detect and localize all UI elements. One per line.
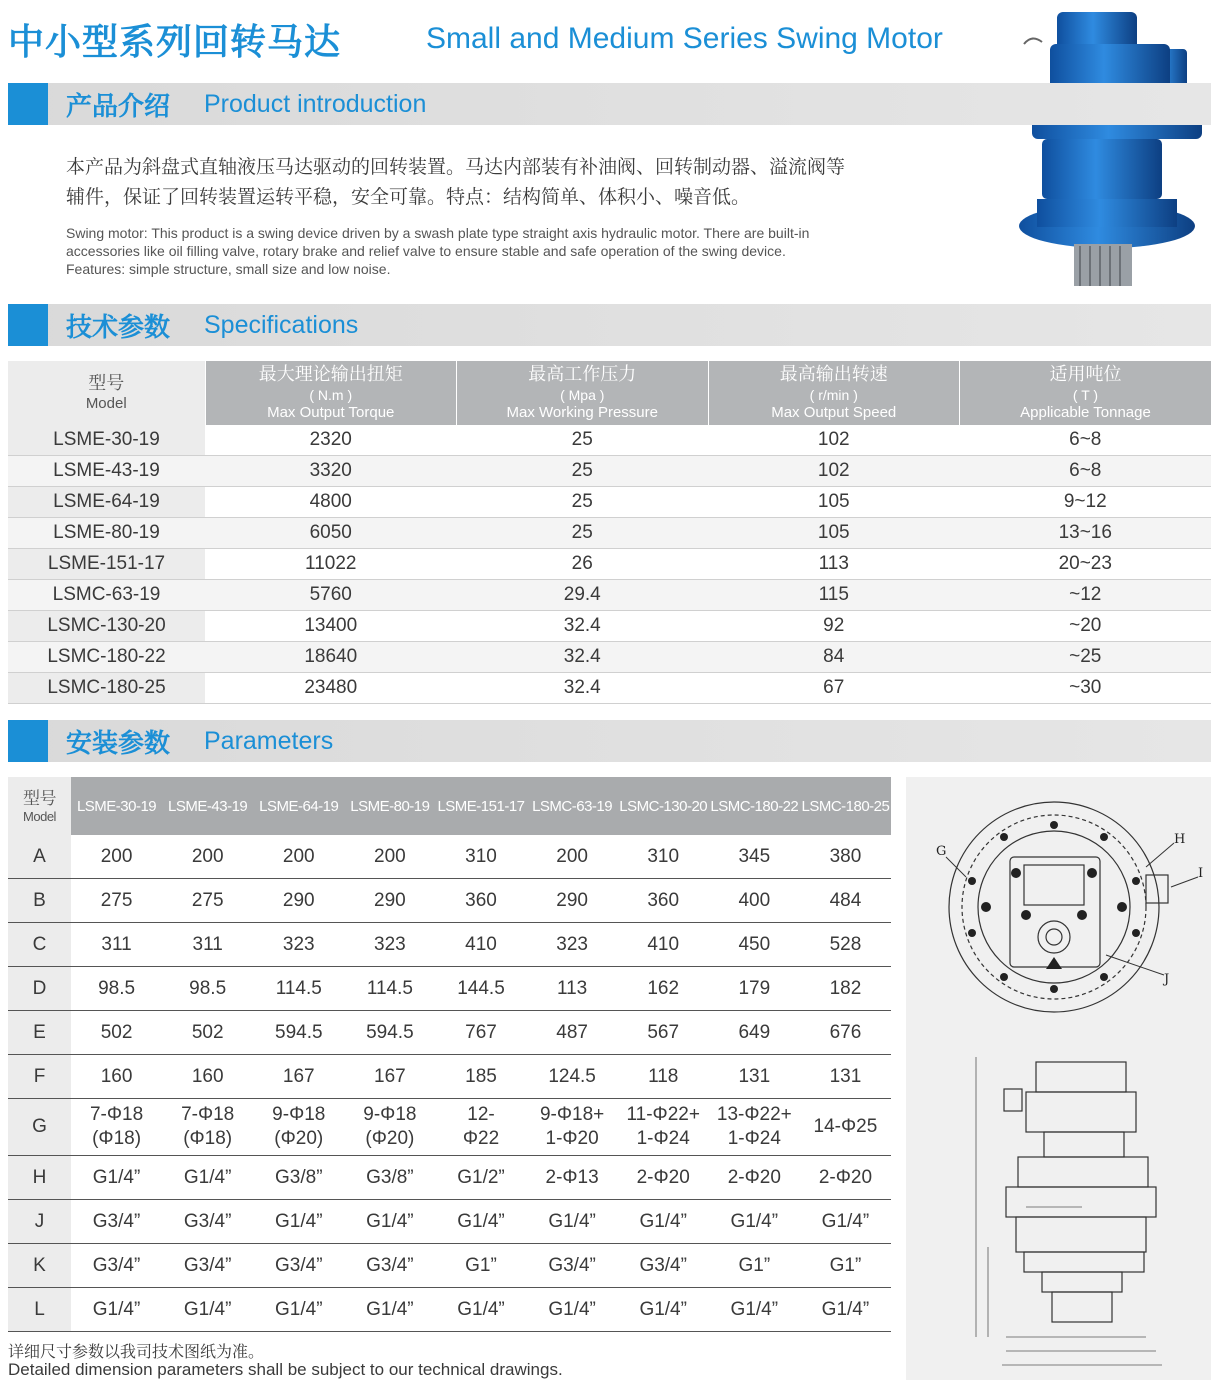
param-value-line: 12-	[467, 1104, 495, 1125]
param-value: G1/4”	[800, 1288, 891, 1332]
value-cell: 32.4	[457, 673, 709, 704]
spec-row	[8, 487, 1211, 518]
value-cell: ~25	[960, 642, 1212, 673]
intro-en-line: Swing motor: This product is a swing device driven by a swash plate type straight axis hydraulic motor. There are built-in	[66, 225, 810, 241]
param-value: G1”	[435, 1244, 526, 1288]
param-value	[253, 1099, 344, 1156]
param-value-line: 1-Φ24	[636, 1128, 690, 1149]
param-value-line: 1-Φ24	[727, 1128, 781, 1149]
spec-row	[8, 456, 1211, 487]
param-value: 310	[618, 835, 709, 879]
param-value-line: (Φ20)	[365, 1128, 415, 1149]
spec-header-cell	[205, 361, 457, 425]
param-table	[8, 777, 891, 1332]
value-cell: 9~12	[960, 487, 1212, 518]
value-cell: 6~8	[960, 456, 1212, 487]
value-cell: 113	[708, 549, 960, 580]
intro-cn-line: 辅件，保证了回转装置运转平稳，安全可靠。特点：结构简单、体积小、噪音低。	[66, 186, 751, 208]
param-row	[8, 967, 891, 1011]
value-cell: 25	[457, 487, 709, 518]
section-title-en: Parameters	[204, 727, 334, 755]
param-value: 160	[71, 1055, 162, 1099]
param-header-cell: LSME-30-19	[71, 777, 162, 835]
note-cn: 详细尺寸参数以我司技术图纸为准。	[8, 1342, 265, 1361]
param-value: 275	[71, 879, 162, 923]
param-label: G	[8, 1099, 71, 1156]
param-header-cell: LSME-80-19	[344, 777, 435, 835]
swing-motor-image	[1012, 4, 1212, 294]
param-row	[8, 1288, 891, 1332]
param-value	[800, 1099, 891, 1156]
param-value: 380	[800, 835, 891, 879]
spec-row	[8, 642, 1211, 673]
model-cell: LSMC-63-19	[8, 580, 205, 611]
section-accent	[8, 304, 48, 346]
param-value: G3/4”	[71, 1244, 162, 1288]
param-value: G1/4”	[527, 1200, 618, 1244]
spec-row	[8, 549, 1211, 580]
param-value: G1/4”	[162, 1288, 253, 1332]
param-value: 160	[162, 1055, 253, 1099]
value-cell: 84	[708, 642, 960, 673]
param-value: 2-Φ20	[800, 1156, 891, 1200]
model-cell: LSME-30-19	[8, 425, 205, 456]
note-en: Detailed dimension parameters shall be subject to our technical drawings.	[8, 1360, 563, 1379]
param-row	[8, 923, 891, 967]
param-value-line: (Φ20)	[274, 1128, 324, 1149]
value-cell: 102	[708, 456, 960, 487]
param-value	[162, 1099, 253, 1156]
param-header-model	[8, 777, 71, 835]
value-cell: 32.4	[457, 611, 709, 642]
section-header-intro	[8, 83, 1211, 125]
param-value: 290	[253, 879, 344, 923]
param-value: 131	[709, 1055, 800, 1099]
param-value: 200	[253, 835, 344, 879]
param-value: 98.5	[162, 967, 253, 1011]
param-value-line: (Φ18)	[92, 1128, 142, 1149]
param-value: G1/4”	[71, 1156, 162, 1200]
param-label: B	[8, 879, 71, 923]
param-header-cell: LSMC-180-25	[800, 777, 891, 835]
param-value: 323	[344, 923, 435, 967]
header-en: Max Working Pressure	[506, 404, 658, 421]
section-header-params	[8, 720, 1211, 762]
param-header-cell: LSMC-130-20	[618, 777, 709, 835]
param-value	[527, 1099, 618, 1156]
value-cell: 25	[457, 456, 709, 487]
value-cell: 6050	[205, 518, 457, 549]
page-title-cn: 中小型系列回转马达	[8, 22, 342, 63]
param-value: 360	[435, 879, 526, 923]
param-value: G1/4”	[618, 1288, 709, 1332]
param-value: G3/4”	[71, 1200, 162, 1244]
value-cell: 13~16	[960, 518, 1212, 549]
param-value: 2-Φ20	[618, 1156, 709, 1200]
param-value: 114.5	[344, 967, 435, 1011]
value-cell: 25	[457, 518, 709, 549]
header-cn: 适用吨位	[1049, 364, 1122, 385]
spec-header-cell	[960, 361, 1212, 425]
param-value-line: 11-Φ22+	[626, 1104, 700, 1125]
param-value: G3/4”	[344, 1244, 435, 1288]
value-cell: 23480	[205, 673, 457, 704]
value-cell: 32.4	[457, 642, 709, 673]
param-value: 162	[618, 967, 709, 1011]
param-row	[8, 879, 891, 923]
param-value-line: 9-Φ18	[363, 1104, 417, 1125]
intro-cn-line: 本产品为斜盘式直轴液压马达驱动的回转装置。马达内部装有补油阀、回转制动器、溢流阀等	[66, 156, 846, 178]
param-value-line: 14-Φ25	[813, 1116, 878, 1137]
param-value: G3/4”	[618, 1244, 709, 1288]
param-value: 290	[344, 879, 435, 923]
value-cell: ~30	[960, 673, 1212, 704]
spec-row	[8, 611, 1211, 642]
param-value: G1”	[800, 1244, 891, 1288]
param-value: G1/4”	[709, 1200, 800, 1244]
param-value: 118	[618, 1055, 709, 1099]
param-value: G1/4”	[344, 1288, 435, 1332]
param-row	[8, 1244, 891, 1288]
param-value: 167	[344, 1055, 435, 1099]
param-value: 502	[71, 1011, 162, 1055]
value-cell: 11022	[205, 549, 457, 580]
param-row	[8, 835, 891, 879]
value-cell: 20~23	[960, 549, 1212, 580]
param-value: 200	[71, 835, 162, 879]
section-title-en: Specifications	[204, 311, 359, 339]
param-value: G1/4”	[435, 1200, 526, 1244]
drawing-label-g: G	[936, 844, 947, 859]
param-row	[8, 1011, 891, 1055]
drawing-label-i: I	[1198, 866, 1204, 881]
param-value: 594.5	[253, 1011, 344, 1055]
param-value: 400	[709, 879, 800, 923]
value-cell: 13400	[205, 611, 457, 642]
param-label: K	[8, 1244, 71, 1288]
param-header-cell: LSME-43-19	[162, 777, 253, 835]
header-en: Model	[23, 808, 56, 824]
value-cell: 4800	[205, 487, 457, 518]
header-cn: 型号	[88, 373, 125, 394]
param-value: G1/4”	[344, 1200, 435, 1244]
param-value: 124.5	[527, 1055, 618, 1099]
param-label: C	[8, 923, 71, 967]
intro-text-en	[66, 224, 996, 278]
param-value: 167	[253, 1055, 344, 1099]
param-value: 484	[800, 879, 891, 923]
header-en: Max Output Speed	[771, 404, 897, 421]
param-label: D	[8, 967, 71, 1011]
param-value: 450	[709, 923, 800, 967]
section-title-en: Product introduction	[204, 90, 427, 118]
value-cell: ~12	[960, 580, 1212, 611]
param-value: 200	[344, 835, 435, 879]
technical-drawing-panel	[906, 777, 1211, 1380]
value-cell: 18640	[205, 642, 457, 673]
param-value: 649	[709, 1011, 800, 1055]
param-label: F	[8, 1055, 71, 1099]
param-value: 200	[162, 835, 253, 879]
spec-table	[8, 361, 1211, 704]
param-row	[8, 1099, 891, 1156]
drawing-label-h: H	[1174, 832, 1186, 847]
param-value: 410	[435, 923, 526, 967]
param-header-cell: LSMC-63-19	[527, 777, 618, 835]
param-value: 113	[527, 967, 618, 1011]
param-value: 290	[527, 879, 618, 923]
page-title-en: Small and Medium Series Swing Motor	[426, 22, 943, 55]
param-value: 487	[527, 1011, 618, 1055]
param-value-line: 13-Φ22+	[716, 1104, 792, 1125]
section-title-cn: 安装参数	[66, 729, 171, 759]
param-value	[618, 1099, 709, 1156]
spec-header-cell	[708, 361, 960, 425]
param-value: G1/4”	[253, 1288, 344, 1332]
param-value: G1/4”	[709, 1288, 800, 1332]
value-cell: 5760	[205, 580, 457, 611]
param-value	[435, 1099, 526, 1156]
intro-en-line: accessories like oil filling valve, rotary brake and relief valve to ensure stable and safe operation of the swing device.	[66, 243, 786, 259]
value-cell: 6~8	[960, 425, 1212, 456]
header-cn: 型号	[23, 788, 56, 808]
section-title-cn: 产品介绍	[66, 92, 171, 122]
param-value: G3/4”	[162, 1200, 253, 1244]
param-value: 114.5	[253, 967, 344, 1011]
param-value-line: Φ22	[462, 1128, 500, 1149]
param-value: 360	[618, 879, 709, 923]
param-value: 179	[709, 967, 800, 1011]
param-row	[8, 1200, 891, 1244]
param-label: J	[8, 1200, 71, 1244]
param-value-line: (Φ18)	[183, 1128, 233, 1149]
section-header-specs	[8, 304, 1211, 346]
spec-header-cell	[457, 361, 709, 425]
header-en: Model	[85, 395, 127, 412]
param-value: G3/4”	[253, 1244, 344, 1288]
param-value: 185	[435, 1055, 526, 1099]
header-en: Applicable Tonnage	[1020, 404, 1151, 421]
param-value: 311	[162, 923, 253, 967]
param-value: G3/4”	[162, 1244, 253, 1288]
param-value: 2-Φ13	[527, 1156, 618, 1200]
value-cell: 25	[457, 425, 709, 456]
param-value: 182	[800, 967, 891, 1011]
header-unit: ( N.m )	[309, 387, 353, 403]
param-value: G1/4”	[162, 1156, 253, 1200]
value-cell: 26	[457, 549, 709, 580]
param-value: 345	[709, 835, 800, 879]
param-value-line: 7-Φ18	[181, 1104, 235, 1125]
param-value-line: 7-Φ18	[89, 1104, 144, 1125]
intro-en-line: Features: simple structure, small size and low noise.	[66, 261, 391, 277]
spec-row	[8, 580, 1211, 611]
param-value: G3/4”	[527, 1244, 618, 1288]
param-value: 144.5	[435, 967, 526, 1011]
param-value: 594.5	[344, 1011, 435, 1055]
model-cell: LSME-64-19	[8, 487, 205, 518]
param-value	[344, 1099, 435, 1156]
value-cell: 105	[708, 487, 960, 518]
param-label: H	[8, 1156, 71, 1200]
header-cn: 最高输出转速	[779, 364, 888, 385]
param-value: 98.5	[71, 967, 162, 1011]
value-cell: 3320	[205, 456, 457, 487]
param-value: 310	[435, 835, 526, 879]
section-accent	[8, 83, 48, 125]
value-cell: ~20	[960, 611, 1212, 642]
model-cell: LSME-43-19	[8, 456, 205, 487]
param-value: 410	[618, 923, 709, 967]
param-value: G1”	[709, 1244, 800, 1288]
model-cell: LSME-151-17	[8, 549, 205, 580]
value-cell: 105	[708, 518, 960, 549]
header-unit: ( Mpa )	[560, 387, 605, 403]
technical-drawing	[906, 777, 1211, 1380]
param-row	[8, 1156, 891, 1200]
value-cell: 102	[708, 425, 960, 456]
spec-row	[8, 518, 1211, 549]
model-cell: LSMC-130-20	[8, 611, 205, 642]
param-value: 676	[800, 1011, 891, 1055]
spec-header-model	[8, 361, 205, 425]
param-value	[71, 1099, 162, 1156]
param-value: G1/4”	[435, 1288, 526, 1332]
param-value: 311	[71, 923, 162, 967]
header-unit: ( T )	[1072, 387, 1099, 403]
model-cell: LSMC-180-25	[8, 673, 205, 704]
param-value-line: 1-Φ20	[545, 1128, 599, 1149]
param-header-cell: LSME-151-17	[435, 777, 526, 835]
model-cell: LSMC-180-22	[8, 642, 205, 673]
param-header-cell: LSMC-180-22	[709, 777, 800, 835]
param-value	[709, 1099, 800, 1156]
param-label: E	[8, 1011, 71, 1055]
param-value: G1/4”	[527, 1288, 618, 1332]
param-value: 131	[800, 1055, 891, 1099]
value-cell: 67	[708, 673, 960, 704]
section-accent	[8, 720, 48, 762]
param-value: 767	[435, 1011, 526, 1055]
value-cell: 2320	[205, 425, 457, 456]
param-value: G3/8”	[344, 1156, 435, 1200]
param-value: G1/4”	[800, 1200, 891, 1244]
param-value: G3/8”	[253, 1156, 344, 1200]
param-value: 200	[527, 835, 618, 879]
param-value: 323	[253, 923, 344, 967]
value-cell: 115	[708, 580, 960, 611]
param-value: G1/4”	[71, 1288, 162, 1332]
param-value: G1/4”	[618, 1200, 709, 1244]
spec-row	[8, 425, 1211, 456]
header-en: Max Output Torque	[267, 404, 395, 421]
header-cn: 最大理论输出扭矩	[258, 364, 403, 385]
param-value: 502	[162, 1011, 253, 1055]
param-header-cell: LSME-64-19	[253, 777, 344, 835]
param-value-line: 9-Φ18	[272, 1104, 326, 1125]
value-cell: 29.4	[457, 580, 709, 611]
param-value: G1/4”	[253, 1200, 344, 1244]
param-value: 275	[162, 879, 253, 923]
param-value: 323	[527, 923, 618, 967]
param-row	[8, 1055, 891, 1099]
drawing-label-j: J	[1164, 972, 1170, 987]
section-title-cn: 技术参数	[66, 313, 171, 343]
param-value: 567	[618, 1011, 709, 1055]
param-value: 2-Φ20	[709, 1156, 800, 1200]
param-value-line: 9-Φ18+	[539, 1104, 605, 1125]
header-cn: 最高工作压力	[528, 364, 637, 385]
header-unit: ( r/min )	[809, 387, 858, 403]
param-value: G1/2”	[435, 1156, 526, 1200]
param-value: 528	[800, 923, 891, 967]
param-label: A	[8, 835, 71, 879]
value-cell: 92	[708, 611, 960, 642]
intro-text-cn	[66, 152, 996, 212]
spec-row	[8, 673, 1211, 704]
model-cell: LSME-80-19	[8, 518, 205, 549]
param-label: L	[8, 1288, 71, 1332]
